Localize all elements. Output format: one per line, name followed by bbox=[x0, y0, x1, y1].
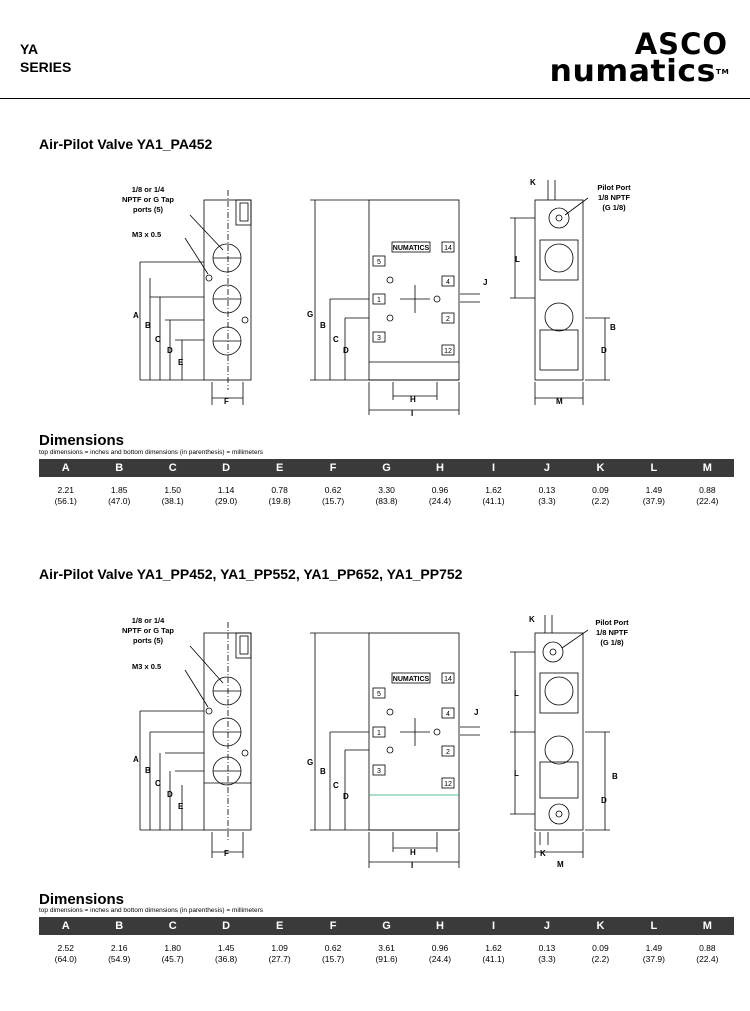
dim-letter-b: B bbox=[145, 766, 151, 775]
dim-letter-b-end: B bbox=[610, 323, 616, 332]
table-data-row bbox=[39, 485, 734, 507]
data-cell: 1.62 (41.1) bbox=[482, 485, 505, 506]
data-cell: 0.62 (15.7) bbox=[321, 485, 345, 506]
data-cell: 0.13 (3.3) bbox=[538, 485, 556, 506]
dim-letter-c: C bbox=[155, 779, 161, 788]
table-header-row bbox=[39, 917, 734, 935]
header-cell: A bbox=[61, 462, 70, 474]
header-cell: G bbox=[382, 920, 391, 932]
section2-dimension-letters bbox=[133, 615, 618, 870]
section2-dimensions-note: top dimensions = inches and bottom dimensions (in parenthesis) = millimeters bbox=[39, 907, 263, 914]
data-cell: 0.09 (2.2) bbox=[591, 485, 610, 506]
header-cell: D bbox=[222, 920, 231, 932]
data-cell: 0.78 (19.8) bbox=[268, 485, 291, 506]
dim-letter-i: I bbox=[411, 409, 414, 418]
dim-letter-f: F bbox=[224, 849, 229, 858]
header-cell: L bbox=[650, 920, 658, 932]
dim-letter-d: D bbox=[167, 790, 173, 799]
dim-letter-d-front: D bbox=[343, 792, 349, 801]
dim-letter-j: J bbox=[474, 708, 479, 717]
header-cell: M bbox=[702, 920, 712, 932]
data-cell: 0.88 (22.4) bbox=[696, 943, 719, 964]
tap-callout-line1: 1/8 or 1/4 bbox=[131, 616, 165, 625]
section1-port-labels bbox=[377, 245, 452, 355]
series-code: YA bbox=[20, 41, 39, 57]
dim-letter-c-front: C bbox=[333, 335, 339, 344]
section2-title: Air-Pilot Valve YA1_PP452, YA1_PP552, YA1_PP652, YA1_PP752 bbox=[39, 566, 463, 582]
header-cell: B bbox=[115, 462, 124, 474]
section1-dimension-letters bbox=[133, 178, 616, 418]
data-cell: 1.62 (41.1) bbox=[482, 943, 505, 964]
tap-callout-line2: NPTF or G Tap bbox=[122, 626, 174, 635]
data-cell: 1.09 (27.7) bbox=[268, 943, 291, 964]
data-cell: 1.14 (29.0) bbox=[215, 485, 238, 506]
tap-callout-line3: ports (5) bbox=[133, 636, 163, 645]
header-cell: B bbox=[115, 920, 124, 932]
port-label-2: 2 bbox=[446, 316, 450, 323]
body-brand-text: NUMATICS bbox=[392, 245, 430, 252]
dim-letter-h: H bbox=[410, 395, 416, 404]
tap-callout-line1: 1/8 or 1/4 bbox=[131, 185, 165, 194]
dim-letter-d-end: D bbox=[601, 346, 607, 355]
port-label-14: 14 bbox=[444, 245, 452, 252]
port-label-1: 1 bbox=[377, 297, 381, 304]
pilot-callout-line3: (G 1/8) bbox=[600, 638, 624, 647]
port-label-4: 4 bbox=[446, 279, 450, 286]
pilot-callout-line1: Pilot Port bbox=[597, 183, 631, 192]
dim-letter-g: G bbox=[307, 310, 314, 319]
dim-letter-f: F bbox=[224, 397, 229, 406]
dim-letter-d-front: D bbox=[343, 346, 349, 355]
trademark-mark: TM bbox=[715, 68, 730, 76]
data-cell: 3.30 (83.8) bbox=[375, 485, 398, 506]
header-cell: G bbox=[382, 462, 391, 474]
pilot-callout-line2: 1/8 NPTF bbox=[597, 193, 631, 202]
dim-letter-k: K bbox=[530, 178, 536, 187]
dim-letter-j: J bbox=[483, 278, 488, 287]
header-cell: A bbox=[61, 920, 70, 932]
header-cell: M bbox=[702, 462, 712, 474]
tap-callout-line3: ports (5) bbox=[133, 205, 163, 214]
section1-drawing bbox=[0, 170, 750, 440]
data-cell: 1.50 (38.1) bbox=[161, 485, 184, 506]
header-cell: F bbox=[329, 462, 337, 474]
dim-letter-b-front: B bbox=[320, 767, 326, 776]
port-label-1: 1 bbox=[377, 730, 381, 737]
data-cell: 0.96 (24.4) bbox=[428, 485, 452, 506]
pilot-callout-line3: (G 1/8) bbox=[602, 203, 626, 212]
header-cell: H bbox=[436, 462, 444, 474]
header-cell: H bbox=[436, 920, 444, 932]
header-cell: F bbox=[329, 920, 337, 932]
data-cell: 0.96 (24.4) bbox=[428, 943, 452, 964]
dim-letter-m: M bbox=[557, 860, 564, 869]
dim-letter-g: G bbox=[307, 758, 314, 767]
header-cell: J bbox=[543, 462, 551, 474]
dim-letter-m: M bbox=[556, 397, 563, 406]
header-cell: C bbox=[168, 462, 177, 474]
port-label-4: 4 bbox=[446, 711, 450, 718]
logo-top-text: ASCO bbox=[634, 27, 728, 61]
table-header-row bbox=[39, 459, 734, 477]
dim-letter-k-bottom: K bbox=[540, 849, 546, 858]
dim-letter-b-front: B bbox=[320, 321, 326, 330]
dim-letter-c: C bbox=[155, 335, 161, 344]
port-label-12: 12 bbox=[444, 781, 452, 788]
data-cell: 0.88 (22.4) bbox=[696, 485, 719, 506]
table-data-row bbox=[39, 943, 734, 965]
asco-numatics-logo bbox=[549, 27, 730, 89]
section1-dimensions-table bbox=[39, 459, 734, 507]
header-cell: E bbox=[275, 920, 284, 932]
dim-letter-d-end: D bbox=[601, 796, 607, 805]
data-cell: 1.45 (36.8) bbox=[215, 943, 238, 964]
port-label-3: 3 bbox=[377, 768, 381, 775]
section2-dimensions-title: Dimensions bbox=[39, 891, 125, 908]
dim-letter-k: K bbox=[529, 615, 535, 624]
data-cell: 2.52 (64.0) bbox=[54, 943, 77, 964]
port-label-3: 3 bbox=[377, 335, 381, 342]
header-divider bbox=[0, 98, 750, 99]
dim-letter-h: H bbox=[410, 848, 416, 857]
header-cell: I bbox=[491, 462, 496, 474]
header-cell: D bbox=[222, 462, 231, 474]
port-label-14: 14 bbox=[444, 676, 452, 683]
dim-letter-i: I bbox=[411, 861, 414, 870]
data-cell: 0.13 (3.3) bbox=[538, 943, 556, 964]
dim-letter-d: D bbox=[167, 346, 173, 355]
pilot-callout-line2: 1/8 NPTF bbox=[595, 628, 629, 637]
screw-callout: M3 x 0.5 bbox=[132, 230, 162, 239]
body-brand-text: NUMATICS bbox=[392, 676, 430, 683]
dim-letter-b-end: B bbox=[612, 772, 618, 781]
header-cell: L bbox=[650, 462, 658, 474]
data-cell: 1.85 (47.0) bbox=[108, 485, 131, 506]
data-cell: 1.49 (37.9) bbox=[642, 485, 665, 506]
screw-callout: M3 x 0.5 bbox=[132, 662, 162, 671]
section1-title: Air-Pilot Valve YA1_PA452 bbox=[39, 136, 213, 152]
header-cell: E bbox=[275, 462, 284, 474]
port-label-5: 5 bbox=[377, 259, 381, 266]
dim-letter-a: A bbox=[133, 755, 139, 764]
data-cell: 1.49 (37.9) bbox=[642, 943, 665, 964]
tap-callout-line2: NPTF or G Tap bbox=[122, 195, 174, 204]
dim-letter-l: L bbox=[515, 255, 520, 264]
header-cell: K bbox=[596, 920, 605, 932]
header-cell: I bbox=[491, 920, 496, 932]
series-heading bbox=[20, 40, 71, 76]
section2-callouts bbox=[122, 616, 629, 671]
section2-dimensions-table bbox=[39, 917, 734, 965]
header-cell: K bbox=[596, 462, 605, 474]
data-cell: 2.21 (56.1) bbox=[54, 485, 77, 506]
dim-letter-e: E bbox=[178, 358, 184, 367]
port-label-12: 12 bbox=[444, 348, 452, 355]
port-label-5: 5 bbox=[377, 691, 381, 698]
section1-dimensions-note: top dimensions = inches and bottom dimensions (in parenthesis) = millimeters bbox=[39, 449, 263, 456]
series-word: SERIES bbox=[20, 59, 72, 75]
pilot-callout-line1: Pilot Port bbox=[595, 618, 629, 627]
dim-letter-c-front: C bbox=[333, 781, 339, 790]
data-cell: 0.09 (2.2) bbox=[591, 943, 610, 964]
dim-letter-b: B bbox=[145, 321, 151, 330]
data-cell: 1.80 (45.7) bbox=[161, 943, 184, 964]
section2-drawing bbox=[0, 600, 750, 880]
data-cell: 3.61 (91.6) bbox=[375, 943, 398, 964]
header-cell: C bbox=[168, 920, 177, 932]
dim-letter-e: E bbox=[178, 802, 184, 811]
data-cell: 0.62 (15.7) bbox=[321, 943, 345, 964]
logo-bottom-text: numaticsTM bbox=[549, 54, 730, 89]
section1-dimensions-title: Dimensions bbox=[39, 432, 125, 449]
dim-letter-a: A bbox=[133, 311, 139, 320]
dim-letter-l-upper: L bbox=[514, 689, 519, 698]
dim-letter-l-lower: L bbox=[514, 769, 519, 778]
port-label-2: 2 bbox=[446, 749, 450, 756]
header-cell: J bbox=[543, 920, 551, 932]
data-cell: 2.16 (54.9) bbox=[108, 943, 131, 964]
